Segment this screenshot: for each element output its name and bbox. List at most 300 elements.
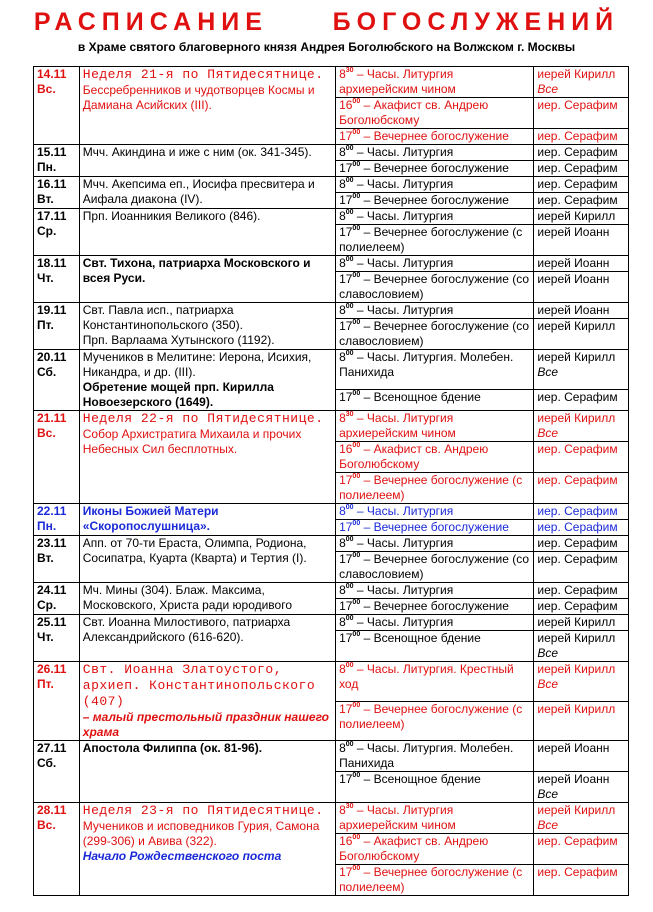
- page-subtitle: в Храме святого благоверного князя Андрея Боголюбского на Волжском г. Москвы: [77, 40, 576, 54]
- weekday-label: Вс.: [37, 82, 56, 96]
- weekday-label: Вт.: [37, 551, 54, 565]
- priest-name: иер. Серафим: [537, 583, 618, 597]
- service-text: – Вечернее богослужение: [363, 599, 509, 613]
- service-minutes: 00: [345, 504, 354, 511]
- table-row: [34, 803, 629, 834]
- date-cell: [34, 504, 80, 536]
- date-label: 25.11: [37, 615, 67, 629]
- feast-text: Прп. Иоанникия Великого (846).: [82, 209, 261, 223]
- service-cell: [336, 536, 534, 552]
- schedule-table: [33, 66, 629, 896]
- service-hour: 17: [339, 390, 353, 405]
- table-row: [34, 145, 629, 161]
- date-cell: [34, 145, 80, 177]
- priest-name: иерей Кирилл: [537, 209, 616, 223]
- table-row: [34, 411, 629, 442]
- service-minutes: 00: [352, 834, 361, 841]
- feast-cell: [79, 536, 335, 583]
- priest-name: иерей Кирилл: [537, 67, 616, 81]
- date-cell: [34, 615, 80, 662]
- priest-cell: [534, 615, 629, 631]
- service-text: – Вечернее богослужение: [363, 520, 509, 534]
- service-hour: 17: [339, 599, 353, 613]
- priest-name: иерей Кирилл: [537, 615, 616, 629]
- priest-name: иер. Серафим: [537, 442, 618, 456]
- service-minutes: 00: [352, 272, 361, 279]
- service-hour: 17: [339, 129, 353, 143]
- feast-text: – малый престольный праздник нашего храма: [82, 710, 330, 739]
- priest-cell: [534, 145, 629, 161]
- service-hour: 16: [339, 442, 353, 456]
- service-text: – Часы. Литургия: [356, 615, 454, 629]
- table-row: [34, 177, 629, 193]
- service-text: – Часы. Литургия. Молебен. Панихида: [339, 741, 514, 770]
- priest-name: иер. Серафим: [537, 520, 618, 534]
- service-cell: [336, 772, 534, 803]
- service-cell: [336, 834, 534, 865]
- feast-text: Мч. Мины (304). Блаж. Максима, Московского, Христа ради юродивого: [82, 583, 293, 612]
- priest-cell: [534, 552, 629, 583]
- feast-cell: [79, 303, 335, 350]
- weekday-label: Чт.: [37, 630, 54, 644]
- service-cell: [336, 411, 534, 442]
- priest-cell: [534, 504, 629, 520]
- priest-cell: [534, 536, 629, 552]
- service-cell: [336, 583, 534, 599]
- priest-name: иерей Иоанн: [537, 772, 610, 786]
- service-cell: [336, 177, 534, 193]
- priest-cell: [534, 303, 629, 319]
- priest-name: иер. Серафим: [537, 599, 618, 613]
- service-minutes: 00: [352, 442, 361, 449]
- service-cell: [336, 504, 534, 520]
- priest-name: иерей Иоанн: [537, 303, 610, 317]
- priest-cell: [534, 177, 629, 193]
- service-cell: [336, 256, 534, 272]
- priest-all: Все: [537, 677, 559, 691]
- date-label: 28.11: [37, 803, 67, 817]
- service-hour: 8: [339, 504, 346, 518]
- priest-cell: [534, 272, 629, 303]
- priest-name: иерей Кирилл: [537, 662, 616, 676]
- service-minutes: 00: [352, 161, 361, 168]
- service-hour: 17: [339, 520, 353, 534]
- service-text: – Часы. Литургия: [356, 177, 454, 191]
- service-text: – Вечернее богослужение: [363, 129, 509, 143]
- service-minutes: 30: [345, 411, 354, 418]
- service-text: – Часы. Литургия: [356, 303, 454, 317]
- priest-name: иер. Серафим: [537, 552, 618, 566]
- service-minutes: 00: [352, 98, 361, 105]
- priest-cell: [534, 129, 629, 145]
- service-hour: 17: [339, 272, 353, 286]
- service-minutes: 00: [345, 303, 354, 310]
- priest-all: Все: [537, 82, 559, 96]
- priest-name: иер. Серафим: [537, 865, 618, 879]
- table-row: [34, 303, 629, 319]
- service-cell: [336, 145, 534, 161]
- date-label: 21.11: [37, 411, 67, 425]
- service-text: – Часы. Литургия архиерейским чином: [339, 803, 456, 832]
- service-minutes: 00: [345, 536, 354, 543]
- weekday-label: Вс.: [37, 818, 56, 832]
- feast-text: Мучеников и исповедников Гурия, Самона (299-306) и Авива (322).: [82, 819, 320, 848]
- date-cell: [34, 350, 80, 411]
- priest-name: иерей Кирилл: [537, 411, 616, 425]
- priest-cell: [534, 98, 629, 129]
- weekday-label: Пн.: [37, 519, 57, 533]
- service-text: – Часы. Литургия архиерейским чином: [339, 67, 456, 96]
- service-minutes: 00: [345, 177, 354, 184]
- priest-cell: [534, 662, 629, 702]
- service-text: – Всенощное бдение: [363, 631, 481, 645]
- priest-cell: [534, 741, 629, 772]
- service-hour: 17: [339, 473, 353, 487]
- priest-name: иер. Серафим: [537, 161, 618, 175]
- service-hour: 17: [339, 865, 353, 879]
- priest-cell: [534, 319, 629, 350]
- service-cell: [336, 319, 534, 350]
- priest-cell: [534, 225, 629, 256]
- service-minutes: 00: [352, 631, 361, 638]
- service-hour: 8: [339, 256, 346, 270]
- service-minutes: 00: [352, 865, 361, 872]
- priest-cell: [534, 701, 629, 741]
- priest-cell: [534, 411, 629, 442]
- table-row: [34, 662, 629, 702]
- service-minutes: 00: [345, 209, 354, 216]
- date-label: 18.11: [37, 256, 67, 270]
- weekday-label: Сб.: [37, 365, 57, 379]
- service-hour: 17: [339, 631, 353, 645]
- weekday-label: Пт.: [37, 318, 54, 332]
- service-text: – Часы. Литургия: [356, 536, 454, 550]
- service-hour: 17: [339, 552, 353, 566]
- service-hour: 17: [339, 701, 353, 716]
- service-minutes: 00: [352, 520, 361, 527]
- service-cell: [336, 442, 534, 473]
- weekday-label: Сб.: [37, 756, 57, 770]
- service-minutes: 00: [345, 583, 354, 590]
- priest-name: иерей Кирилл: [537, 803, 616, 817]
- feast-cell: [79, 256, 335, 303]
- priest-name: иерей Иоанн: [537, 741, 610, 755]
- service-text: – Часы. Литургия: [356, 256, 454, 270]
- priest-name: иерей Кирилл: [537, 631, 616, 645]
- feast-cell: [79, 583, 335, 615]
- priest-name: иер. Серафим: [537, 98, 618, 112]
- service-text: – Часы. Литургия: [356, 504, 454, 518]
- service-cell: [336, 803, 534, 834]
- service-hour: 8: [339, 209, 346, 223]
- service-text: – Вечернее богослужение (со славословием): [339, 319, 530, 348]
- service-cell: [336, 631, 534, 662]
- priest-cell: [534, 67, 629, 98]
- service-hour: 17: [339, 319, 353, 333]
- date-label: 26.11: [37, 662, 67, 676]
- weekday-label: Пн.: [37, 160, 57, 174]
- service-hour: 8: [339, 662, 346, 676]
- priest-name: иер. Серафим: [537, 473, 618, 487]
- feast-text: Свт. Иоанна Златоустого, архиеп. Константинопольского (407): [82, 662, 316, 709]
- table-row: [34, 256, 629, 272]
- date-cell: [34, 583, 80, 615]
- service-minutes: 30: [345, 803, 354, 810]
- date-cell: [34, 177, 80, 209]
- priest-all: Все: [537, 365, 559, 379]
- feast-text: Неделя 23-я по Пятидесятнице.: [82, 803, 324, 818]
- feast-text: Мчч. Акиндина и иже с ним (ок. 341-345).: [82, 145, 312, 159]
- service-cell: [336, 350, 534, 390]
- table-row: [34, 583, 629, 599]
- service-minutes: 00: [352, 193, 361, 200]
- service-hour: 17: [339, 193, 353, 207]
- service-hour: 17: [339, 225, 353, 239]
- service-hour: 8: [339, 615, 346, 629]
- service-minutes: 00: [352, 390, 361, 398]
- date-label: 16.11: [37, 177, 67, 191]
- service-text: – Вечернее богослужение (с полиелеем): [339, 473, 523, 502]
- service-hour: 8: [339, 803, 346, 817]
- weekday-label: Вт.: [37, 192, 54, 206]
- priest-name: иерей Кирилл: [537, 350, 616, 364]
- feast-text: Свт. Иоанна Милостивого, патриарха Александрийского (616-620).: [82, 615, 291, 644]
- priest-cell: [534, 631, 629, 662]
- service-text: – Вечернее богослужение (со славословием): [339, 552, 530, 581]
- service-text: – Акафист св. Андрею Боголюбскому: [339, 442, 489, 471]
- feast-text: Бессребренников и чудотворцев Космы и Дамиана Асийских (III).: [82, 83, 315, 112]
- priest-cell: [534, 865, 629, 896]
- service-minutes: 30: [345, 67, 354, 74]
- service-text: – Вечернее богослужение (со славословием): [339, 272, 530, 301]
- feast-text: Неделя 21-я по Пятидесятнице.: [82, 67, 324, 82]
- feast-cell: [79, 411, 335, 504]
- service-text: – Часы. Литургия. Крестный ход: [339, 662, 514, 691]
- service-cell: [336, 272, 534, 303]
- priest-name: иерей Иоанн: [537, 272, 610, 286]
- date-cell: [34, 67, 80, 145]
- service-hour: 8: [339, 411, 346, 425]
- table-row: [34, 615, 629, 631]
- priest-cell: [534, 599, 629, 615]
- service-text: – Всенощное бдение: [363, 772, 481, 786]
- service-cell: [336, 599, 534, 615]
- priest-cell: [534, 193, 629, 209]
- priest-cell: [534, 209, 629, 225]
- priest-name: иер. Серафим: [537, 193, 618, 207]
- service-hour: 8: [339, 536, 346, 550]
- date-label: 14.11: [37, 67, 67, 81]
- priest-cell: [534, 256, 629, 272]
- service-cell: [336, 67, 534, 98]
- service-text: – Всенощное бдение: [363, 390, 481, 405]
- service-cell: [336, 865, 534, 896]
- service-text: – Часы. Литургия: [356, 145, 454, 159]
- weekday-label: Вс.: [37, 426, 56, 440]
- service-hour: 8: [339, 67, 346, 81]
- priest-name: иер. Серафим: [537, 536, 618, 550]
- service-cell: [336, 209, 534, 225]
- service-hour: 8: [339, 303, 346, 317]
- service-hour: 8: [339, 583, 346, 597]
- service-text: – Часы. Литургия. Молебен. Панихида: [339, 350, 514, 379]
- feast-cell: [79, 177, 335, 209]
- service-text: – Акафист св. Андрею Боголюбскому: [339, 98, 489, 127]
- service-hour: 17: [339, 161, 353, 175]
- service-text: – Часы. Литургия: [356, 209, 454, 223]
- priest-name: иерей Иоанн: [537, 256, 610, 270]
- table-row: [34, 536, 629, 552]
- date-cell: [34, 303, 80, 350]
- feast-cell: [79, 615, 335, 662]
- service-minutes: 00: [345, 741, 354, 748]
- priest-all: Все: [537, 818, 559, 832]
- priest-cell: [534, 161, 629, 177]
- priest-name: иер. Серафим: [537, 834, 618, 848]
- service-minutes: 00: [352, 599, 361, 606]
- service-hour: 16: [339, 98, 353, 112]
- service-hour: 17: [339, 772, 353, 786]
- service-cell: [336, 98, 534, 129]
- page-title: РАСПИСАНИЕ БОГОСЛУЖЕНИЙ: [33, 8, 620, 36]
- table-row: [34, 504, 629, 520]
- date-cell: [34, 662, 80, 741]
- service-hour: 8: [339, 177, 346, 191]
- service-minutes: 00: [345, 662, 354, 669]
- table-row: [34, 209, 629, 225]
- service-cell: [336, 225, 534, 256]
- feast-cell: [79, 741, 335, 803]
- service-minutes: 00: [345, 256, 354, 263]
- weekday-label: Ср.: [37, 224, 57, 238]
- feast-cell: [79, 350, 335, 411]
- date-label: 24.11: [37, 583, 67, 597]
- service-minutes: 00: [352, 473, 361, 480]
- priest-cell: [534, 390, 629, 411]
- feast-text: Мчч. Акепсима еп., Иосифа пресвитера и Аифала диакона (IV).: [82, 177, 315, 206]
- service-cell: [336, 390, 534, 411]
- feast-text: Иконы Божией Матери «Скоропослушница».: [82, 504, 219, 533]
- service-cell: [336, 520, 534, 536]
- service-cell: [336, 473, 534, 504]
- priest-cell: [534, 350, 629, 390]
- service-cell: [336, 615, 534, 631]
- service-text: – Вечернее богослужение (с полиелеем): [339, 225, 523, 254]
- priest-name: иер. Серафим: [537, 129, 618, 143]
- service-hour: 8: [339, 741, 346, 755]
- table-row: [34, 350, 629, 390]
- priest-cell: [534, 803, 629, 834]
- priest-name: иерей Кирилл: [537, 701, 616, 716]
- weekday-label: Пт.: [37, 677, 54, 691]
- feast-text: Мучеников в Мелитине: Иерона, Исихия, Никандра, и др. (III).: [82, 350, 312, 379]
- service-cell: [336, 662, 534, 702]
- service-minutes: 00: [352, 225, 361, 232]
- service-minutes: 00: [352, 129, 361, 136]
- date-label: 22.11: [37, 504, 67, 518]
- date-label: 19.11: [37, 303, 67, 317]
- priest-name: иерей Кирилл: [537, 319, 616, 333]
- weekday-label: Ср.: [37, 598, 57, 612]
- feast-text: Неделя 22-я по Пятидесятнице.: [82, 411, 324, 426]
- service-minutes: 00: [352, 552, 361, 559]
- date-cell: [34, 536, 80, 583]
- feast-text: Апостола Филиппа (ок. 81-96).: [82, 741, 263, 755]
- service-text: – Вечернее богослужение (с полиелеем): [339, 865, 523, 894]
- feast-text: Свт. Тихона, патриарха Московского и всея Руси.: [82, 256, 311, 285]
- feast-cell: [79, 67, 335, 145]
- service-hour: 8: [339, 350, 346, 364]
- service-text: – Вечернее богослужение (с полиелеем): [339, 701, 523, 731]
- service-cell: [336, 741, 534, 772]
- date-label: 27.11: [37, 741, 67, 755]
- service-cell: [336, 161, 534, 177]
- priest-cell: [534, 442, 629, 473]
- priest-all: Все: [537, 787, 559, 801]
- service-minutes: 00: [352, 772, 361, 779]
- service-cell: [336, 701, 534, 741]
- feast-text: Обретение мощей прп. Кирилла Новоезерского (1649).: [82, 380, 274, 409]
- date-cell: [34, 741, 80, 803]
- service-text: – Часы. Литургия: [356, 583, 454, 597]
- feast-cell: [79, 504, 335, 536]
- table-row: [34, 67, 629, 98]
- table-row: [34, 741, 629, 772]
- feast-text: Апп. от 70-ти Ераста, Олимпа, Родиона, Сосипатра, Куарта (Кварта) и Тертия (I).: [82, 536, 307, 565]
- priest-all: Все: [537, 646, 559, 660]
- service-cell: [336, 193, 534, 209]
- service-minutes: 00: [345, 145, 354, 152]
- priest-cell: [534, 583, 629, 599]
- feast-cell: [79, 662, 335, 741]
- feast-cell: [79, 803, 335, 896]
- date-cell: [34, 803, 80, 896]
- service-minutes: 00: [345, 350, 354, 357]
- weekday-label: Чт.: [37, 271, 54, 285]
- priest-name: иер. Серафим: [537, 177, 618, 191]
- feast-text: Свт. Павла исп., патриарха Константинопольского (350).: [82, 303, 243, 332]
- feast-text: Собор Архистратига Михаила и прочих Небесных Сил бесплотных.: [82, 427, 302, 456]
- priest-cell: [534, 834, 629, 865]
- priest-name: иер. Серафим: [537, 145, 618, 159]
- service-text: – Вечернее богослужение: [363, 161, 509, 175]
- date-cell: [34, 411, 80, 504]
- service-cell: [336, 552, 534, 583]
- date-label: 15.11: [37, 145, 67, 159]
- service-text: – Вечернее богослужение: [363, 193, 509, 207]
- service-text: – Акафист св. Андрею Боголюбскому: [339, 834, 489, 863]
- priest-cell: [534, 772, 629, 803]
- date-label: 20.11: [37, 350, 67, 364]
- feast-cell: [79, 209, 335, 256]
- service-text: – Часы. Литургия архиерейским чином: [339, 411, 456, 440]
- date-label: 23.11: [37, 536, 67, 550]
- service-minutes: 00: [352, 701, 361, 709]
- date-label: 17.11: [37, 209, 67, 223]
- priest-name: иерей Иоанн: [537, 225, 610, 239]
- priest-cell: [534, 473, 629, 504]
- priest-all: Все: [537, 426, 559, 440]
- feast-cell: [79, 145, 335, 177]
- date-cell: [34, 256, 80, 303]
- service-hour: 16: [339, 834, 353, 848]
- priest-cell: [534, 520, 629, 536]
- service-minutes: 00: [345, 615, 354, 622]
- priest-name: иер. Серафим: [537, 504, 618, 518]
- feast-text: Начало Рождественского поста: [82, 849, 282, 863]
- service-cell: [336, 129, 534, 145]
- feast-text: Прп. Варлаама Хутынского (1192).: [82, 333, 275, 347]
